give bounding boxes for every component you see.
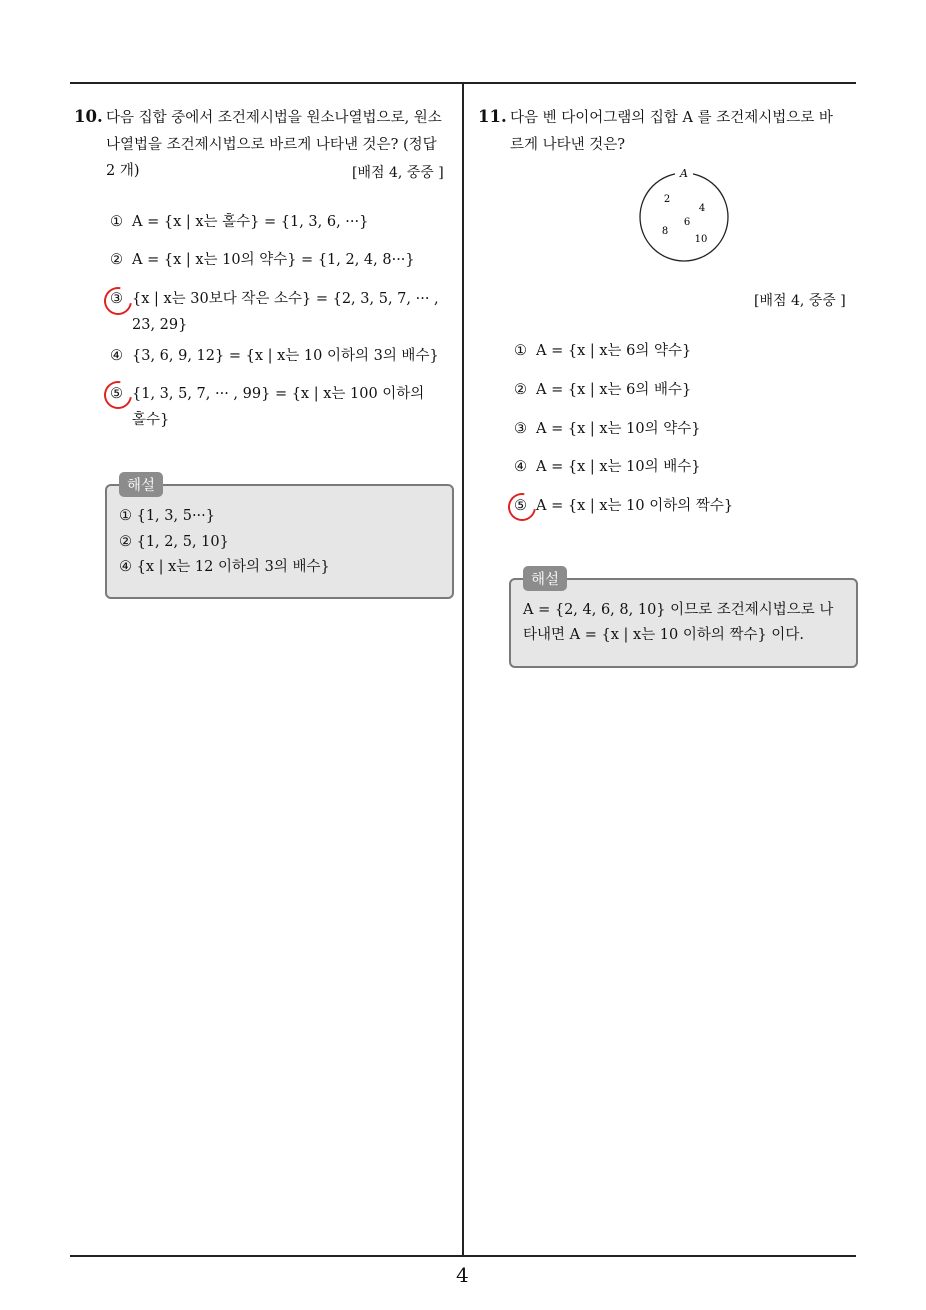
- choice-3[interactable]: [110, 287, 439, 311]
- choice-5[interactable]: [110, 382, 424, 406]
- venn-element: 10: [694, 234, 708, 245]
- choice-number: ②: [110, 252, 123, 268]
- question-number: 11.: [478, 107, 507, 126]
- choice-text: {1, 3, 5, 7, ··· , 99} = {x | x는 100 이하의: [132, 386, 425, 402]
- venn-element: 8: [661, 226, 669, 237]
- question-text-line: 르게 나타낸 것은?: [510, 137, 626, 153]
- venn-element: 2: [663, 194, 671, 205]
- choice-1[interactable]: [514, 339, 691, 363]
- choice-5[interactable]: [514, 494, 733, 518]
- question-text-line: 2 개): [106, 163, 140, 179]
- choice-number: ①: [514, 343, 527, 359]
- choice-text: A = {x | x는 10의 약수} = {1, 2, 4, 8···}: [132, 252, 415, 268]
- venn-diagram: [625, 162, 755, 272]
- choice-2[interactable]: [514, 378, 691, 402]
- score-label: [배점 4, 중중 ]: [754, 293, 846, 309]
- explanation-tag: 해설: [523, 566, 567, 591]
- choice-text-continued: 23, 29}: [132, 317, 188, 333]
- page-number: 4: [456, 1263, 469, 1287]
- choice-text: A = {x | x는 10의 약수}: [536, 421, 701, 437]
- choice-number: ②: [514, 382, 527, 398]
- choice-4[interactable]: [110, 344, 439, 368]
- question-text-line: 나열법을 조건제시법으로 바르게 나타낸 것은? (정답: [106, 137, 437, 153]
- choice-4[interactable]: [514, 455, 700, 479]
- column-divider: [462, 83, 464, 1256]
- explanation-line: A = {2, 4, 6, 8, 10} 이므로 조건제시법으로 나: [523, 602, 834, 618]
- choice-text: {x | x는 30보다 작은 소수} = {2, 3, 5, 7, ··· ,: [132, 291, 439, 307]
- explanation-line: ① {1, 3, 5···}: [119, 508, 215, 524]
- choice-text: A = {x | x는 6의 약수}: [536, 343, 692, 359]
- venn-element: 6: [683, 217, 691, 228]
- explanation-box: [105, 484, 454, 599]
- bottom-rule: [70, 1255, 856, 1257]
- score-label: [배점 4, 중중 ]: [352, 165, 444, 181]
- choice-number: ⑤: [110, 386, 123, 402]
- question-number: 10.: [74, 107, 103, 126]
- venn-element: 4: [698, 203, 706, 214]
- explanation-line: 타내면 A = {x | x는 10 이하의 짝수} 이다.: [523, 627, 804, 643]
- choice-number: ④: [514, 459, 527, 475]
- choice-2[interactable]: [110, 248, 415, 272]
- explanation-tag: 해설: [119, 472, 163, 497]
- choice-text-continued: 홀수}: [132, 412, 170, 428]
- explanation-box: [509, 578, 858, 668]
- choice-3[interactable]: [514, 417, 700, 441]
- choice-number: ③: [514, 421, 527, 437]
- choice-number: ③: [110, 291, 123, 307]
- question-text-line: 다음 벤 다이어그램의 집합 A 를 조건제시법으로 바: [510, 110, 833, 126]
- explanation-line: ② {1, 2, 5, 10}: [119, 534, 229, 550]
- question-text-line: 다음 집합 중에서 조건제시법을 원소나열법으로, 원소: [106, 110, 442, 126]
- choice-text: {3, 6, 9, 12} = {x | x는 10 이하의 3의 배수}: [132, 348, 439, 364]
- choice-number: ⑤: [514, 498, 527, 514]
- explanation-line: ④ {x | x는 12 이하의 3의 배수}: [119, 559, 330, 575]
- set-label: A: [680, 167, 688, 180]
- choice-number: ④: [110, 348, 123, 364]
- choice-number: ①: [110, 214, 123, 230]
- choice-text: A = {x | x는 6의 배수}: [536, 382, 692, 398]
- choice-text: A = {x | x는 홀수} = {1, 3, 6, ···}: [132, 214, 369, 230]
- choice-text: A = {x | x는 10 이하의 짝수}: [536, 498, 734, 514]
- choice-1[interactable]: [110, 210, 368, 234]
- choice-text: A = {x | x는 10의 배수}: [536, 459, 701, 475]
